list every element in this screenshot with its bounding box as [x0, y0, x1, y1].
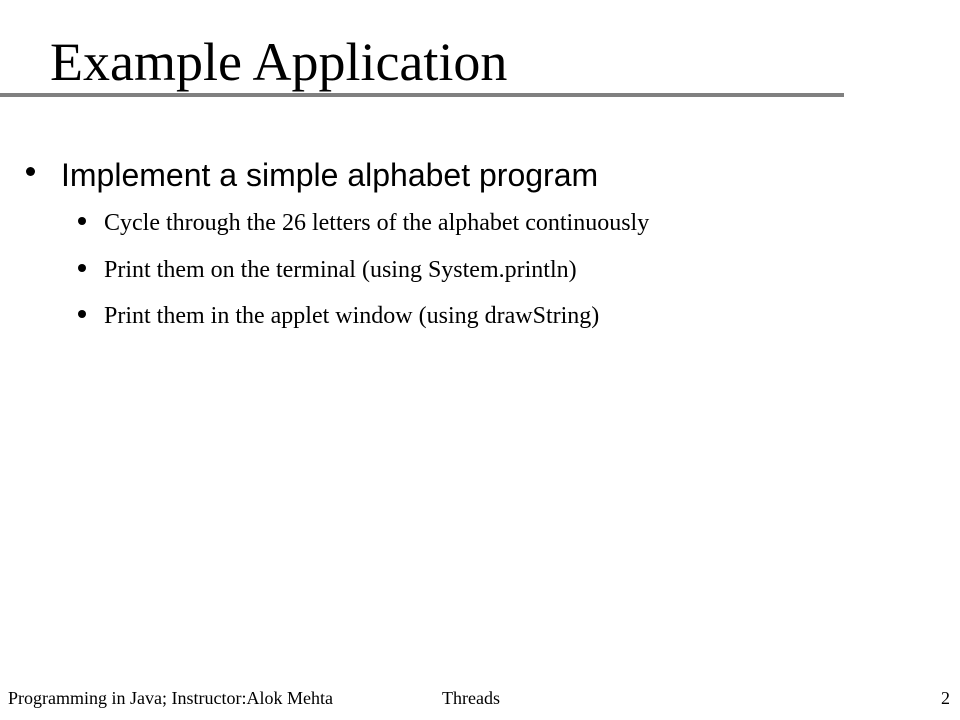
page-number: 2 [941, 688, 950, 708]
bullet-icon [78, 217, 86, 225]
bullet-text: Implement a simple alphabet program [61, 156, 599, 193]
title-divider [0, 93, 844, 97]
bullet-icon [26, 167, 35, 176]
bullet-icon [78, 264, 86, 272]
sub-bullet-item [78, 299, 599, 332]
sub-bullet-item [78, 206, 649, 239]
footer-course-info: Programming in Java; Instructor:Alok Mehta [8, 688, 333, 708]
sub-bullet-text: Print them on the terminal (using System.println) [104, 257, 577, 284]
slide-title: Example Application [50, 32, 508, 92]
bullet-icon [78, 310, 86, 318]
sub-bullet-text: Print them in the applet window (using drawString) [104, 303, 600, 330]
bullet-item-main [26, 152, 598, 195]
slide-footer [0, 684, 960, 712]
sub-bullet-text: Cycle through the 26 letters of the alphabet continuously [104, 210, 650, 237]
sub-bullet-item [78, 253, 577, 286]
footer-topic: Threads [442, 688, 500, 708]
